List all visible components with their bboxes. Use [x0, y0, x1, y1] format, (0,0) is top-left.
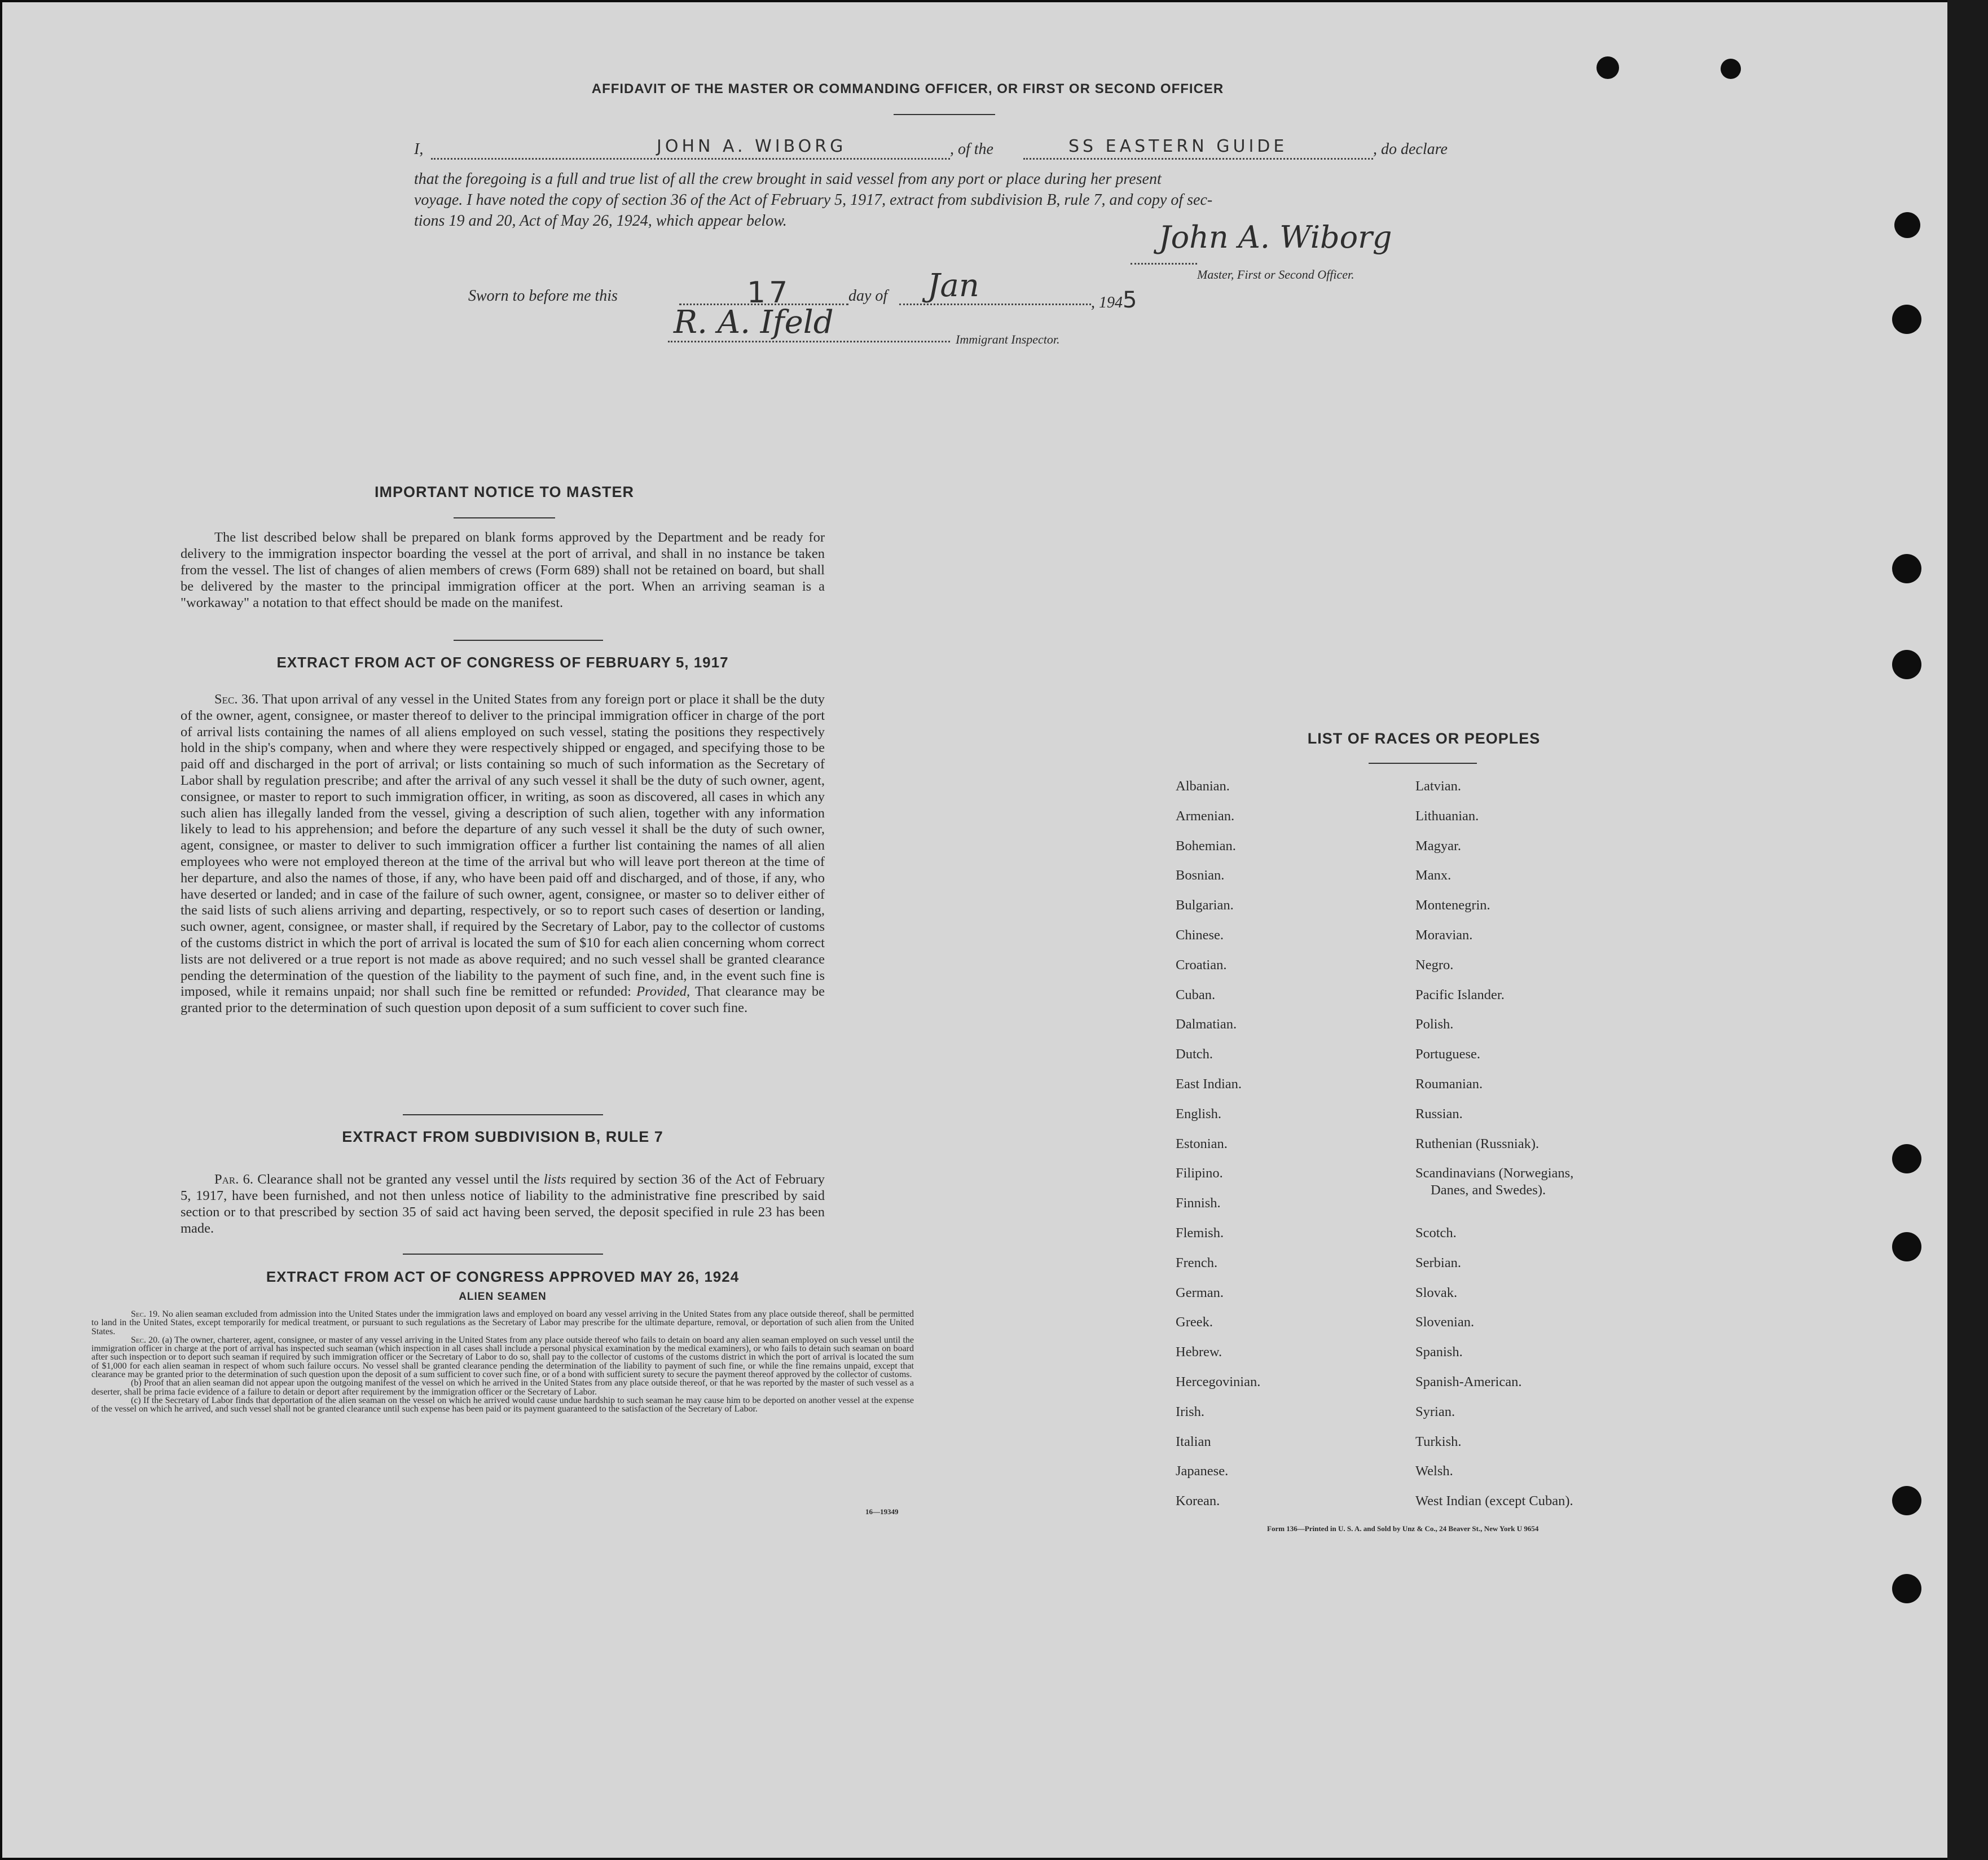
day-value: 17 — [747, 276, 791, 310]
binder-hole — [1892, 554, 1921, 583]
year-label — [1091, 287, 1140, 313]
notice-end-rule — [454, 640, 603, 641]
race-item: Spanish. — [1415, 1344, 1463, 1360]
sworn-label: Sworn to before me this — [468, 287, 618, 305]
races-title: LIST OF RACES OR PEOPLES — [1307, 730, 1541, 747]
race-item: Welsh. — [1415, 1463, 1453, 1479]
sec-19-text: No alien seaman excluded from admission into the United States under the immigration laws and employed on board any vessel arriving in the United States from any place outside thereof, shall be permitted to land in the United States, except temporarily for medical treatment, or pursuant to such regulations as the Secretary of Labor may prescribe for the ultimate departure, removal, or deportation of such alien from the United States. — [91, 1309, 914, 1336]
form-code: 16—19349 — [865, 1507, 899, 1516]
declare-label: , do declare — [1373, 140, 1448, 158]
race-item: Armenian. — [1176, 808, 1235, 824]
race-item: Albanian. — [1176, 779, 1230, 794]
race-item: Manx. — [1415, 868, 1452, 883]
binder-hole — [1894, 212, 1920, 238]
race-item: Bulgarian. — [1176, 898, 1234, 913]
scan-edge — [1947, 0, 1988, 1860]
race-item: Portuguese. — [1415, 1046, 1480, 1062]
race-item: Dutch. — [1176, 1046, 1213, 1062]
race-item: Flemish. — [1176, 1225, 1224, 1241]
section-36-text — [181, 692, 825, 1017]
race-item: German. — [1176, 1285, 1224, 1300]
year-prefix: , 194 — [1091, 294, 1123, 311]
races-rule — [1369, 763, 1477, 764]
affidavit-title: AFFIDAVIT OF THE MASTER OR COMMANDING OFFICER, OR FIRST OR SECOND OFFICER — [591, 81, 1224, 96]
race-item: West Indian (except Cuban). — [1415, 1493, 1573, 1509]
race-item: Moravian. — [1415, 927, 1473, 943]
race-item: Japanese. — [1176, 1463, 1229, 1479]
sec-19-para — [91, 1310, 914, 1336]
race-item: Greek. — [1176, 1314, 1213, 1330]
race-item: English. — [1176, 1106, 1221, 1122]
rule-7-part-2: required by section 36 of the Act of February 5, 1917, have been furnished, and not then unless notice of liability to the administrative fine prescribed by said section or to that prescribed by section 35 of said act having been served, the deposit specified in rule 23 has been made. — [181, 1172, 825, 1236]
race-item: Bosnian. — [1176, 868, 1225, 883]
extract-1917-title: EXTRACT FROM ACT OF CONGRESS OF FEBRUARY 5, 1917 — [276, 654, 729, 671]
race-item: French. — [1176, 1255, 1218, 1270]
sec-36-end: That clearance may be granted prior to the determination of such question upon deposit of a sum sufficient to cover such fine. — [181, 984, 825, 1016]
race-item: Dalmatian. — [1176, 1017, 1237, 1032]
sec-19-label: Sec. 19. — [131, 1309, 160, 1319]
race-item: Italian — [1176, 1434, 1211, 1449]
race-item: Negro. — [1415, 957, 1454, 973]
race-item: Turkish. — [1415, 1434, 1462, 1449]
race-item: Latvian. — [1415, 779, 1461, 794]
race-item: Croatian. — [1176, 957, 1227, 973]
notice-text: The list described below shall be prepared on blank forms approved by the Department and be ready for delivery to the immigration inspector boarding the vessel at the port of arrival, and shall in no instance be taken from the vessel. The list of changes of alien members of crews (Form 689) shall not be retained on board, but shall be delivered by the master to the principal immigration officer at the port. When an arriving seaman is a "workaway" a notation to that effect should be made on the manifest. — [181, 530, 825, 610]
race-item: Lithuanian. — [1415, 808, 1479, 824]
race-item: Russian. — [1415, 1106, 1463, 1122]
of-the-label: , of the — [950, 140, 993, 158]
month-value: Jan — [927, 267, 979, 304]
printer-footer: Form 136—Printed in U. S. A. and Sold by Unz & Co., 24 Beaver St., New York U 9654 — [1267, 1524, 1539, 1533]
race-item: East Indian. — [1176, 1076, 1242, 1092]
sections-1924 — [91, 1310, 914, 1414]
race-item: Serbian. — [1415, 1255, 1461, 1270]
inspector-dots — [668, 341, 950, 342]
race-item: Magyar. — [1415, 838, 1461, 854]
race-item: Scotch. — [1415, 1225, 1457, 1241]
race-item: Danes, and Swedes). — [1431, 1182, 1546, 1198]
sec-20c-para: (c) If the Secretary of Labor finds that deportation of the alien seaman on the vessel on which he arrived would cause undue hardship to such seaman he may cause him to be deported on another vessel at the expense of the vessel on which he arrived, and such vessel shall not be granted clearance until such expense has been paid or its payment guaranteed to the satisfaction of the Secretary of Labor. — [91, 1395, 914, 1414]
document-page — [2, 2, 1947, 1858]
race-item: Ruthenian (Russniak). — [1415, 1136, 1540, 1151]
race-item: Polish. — [1415, 1017, 1454, 1032]
binder-hole — [1892, 1232, 1921, 1261]
sec-36-label: Sec. 36. — [214, 692, 259, 707]
proviso-word: Provided, — [636, 984, 690, 1000]
notice-title: IMPORTANT NOTICE TO MASTER — [375, 483, 634, 500]
race-item: Syrian. — [1415, 1404, 1455, 1419]
sec-20a-para — [91, 1336, 914, 1379]
sec-36-body: That upon arrival of any vessel in the United States from any foreign port or place it shall be the duty of the owner, agent, consignee, or master thereof to deliver to the principal immigration officer in charge of the port of arrival lists containing the names of all aliens employed on such vessel, stating the positions they respectively hold in the ship's company, when and where they were respectively shipped or engaged, and specifying those to be paid off and discharged in the port of arrival; or lists containing so much of such information as the Secretary of Labor shall by regulation prescribe; and after the arrival of any such vessel it shall be the duty of such owner, agent, consignee, or master to report to such immigration officer, in writing, as soon as discovered, all cases in which any such alien has illegally landed from the vessel, giving a description of such alien, together with any information likely to lead to his apprehension; and before the departure of any such vessel it shall be the duty of such owner, agent, consignee, or master to deliver to such immigration officer a further list containing the names of all alien employees who were not employed thereon at the time of the arrival but who will leave port thereon at the time of her departure, and also the names of those, if any, who have been paid off and discharged, and of those, if any, who have deserted or landed; and in case of the failure of such owner, agent, consignee, or master so to deliver either of the said lists of such aliens arriving and departing, respectively, or so to report such cases of desertion or landing, such owner, agent, consignee, or master shall, if required by the Secretary of Labor, pay to the collector of customs of the customs district in which the port of arrival is located the sum of $10 for each alien concerning whom correct lists are not delivered or a true report is not made as above required; and no such vessel shall be granted clearance pending the determination of the question of the liability to the payment of such fine, and, in the event such fine is imposed, while it remains unpaid; nor shall such fine be remitted or refunded: — [181, 692, 825, 1000]
sec-20-label: Sec. 20. — [131, 1335, 160, 1345]
binder-hole — [1892, 650, 1921, 679]
race-item: Slovak. — [1415, 1285, 1458, 1300]
alien-seamen-subtitle: ALIEN SEAMEN — [459, 1291, 547, 1303]
vessel-name: SS EASTERN GUIDE — [1068, 137, 1288, 156]
inspector-signature: R. A. Ifeld — [674, 304, 834, 341]
title-rule — [894, 114, 995, 115]
race-item: Roumanian. — [1415, 1076, 1483, 1092]
race-item: Hebrew. — [1176, 1344, 1222, 1360]
race-item: Slovenian. — [1415, 1314, 1475, 1330]
binder-hole — [1892, 1486, 1921, 1515]
binder-hole — [1892, 1144, 1921, 1173]
race-item: Estonian. — [1176, 1136, 1228, 1151]
affidavit-body-1: that the foregoing is a full and true list of all the crew brought in said vessel from any port or place during her present — [414, 170, 1162, 188]
rule-7-title: EXTRACT FROM SUBDIVISION B, RULE 7 — [342, 1128, 663, 1145]
rule-7-end-rule — [403, 1254, 603, 1255]
race-item: Chinese. — [1176, 927, 1224, 943]
notice-rule — [454, 517, 555, 518]
day-of-label: day of — [848, 287, 888, 305]
master-name: JOHN A. WIBORG — [657, 137, 847, 156]
race-item: Finnish. — [1176, 1195, 1221, 1211]
race-item: Montenegrin. — [1415, 898, 1490, 913]
vessel-dots — [1023, 158, 1373, 160]
race-item: Bohemian. — [1176, 838, 1236, 854]
race-item: Irish. — [1176, 1404, 1205, 1419]
race-item: Cuban. — [1176, 987, 1216, 1002]
extract-1924-title: EXTRACT FROM ACT OF CONGRESS APPROVED MAY 26, 1924 — [266, 1268, 740, 1285]
i-label: I, — [414, 140, 424, 158]
binder-hole — [1721, 59, 1741, 79]
race-item: Spanish-American. — [1415, 1374, 1522, 1389]
rule-7-text — [181, 1171, 825, 1237]
signature-dots — [1131, 263, 1197, 265]
affidavit-body-2: voyage. I have noted the copy of section 36 of the Act of February 5, 1917, extract from subdivision B, rule 7, and copy of sec- — [414, 191, 1213, 209]
name-dots — [431, 158, 950, 160]
sec-20b-para: (b) Proof that an alien seaman did not appear upon the outgoing manifest of the vessel on which he arrived in the United States from any place outside thereof, or that he was reported by the master of such vessel as a deserter, shall be prima facie evidence of a failure to detain or deport after requirement by the immigration officer or the Secretary of Labor. — [91, 1378, 914, 1397]
affidavit-body-3: tions 19 and 20, Act of May 26, 1924, which appear below. — [414, 212, 787, 230]
binder-hole — [1892, 305, 1921, 334]
binder-hole — [1892, 1574, 1921, 1603]
lists-word: lists — [543, 1172, 566, 1187]
master-signature: John A. Wiborg — [1159, 219, 1392, 255]
sec-20a-text: (a) The owner, charterer, agent, consignee, or master of any vessel arriving in the United States from any place outside thereof who fails to detain on board any alien seaman employed on such vessel until the immigration officer in charge at the port of arrival has inspected such seaman (which inspection in all cases shall include a personal physical examination by the medical examiners), or who fails to detain such seaman on board after such inspection or to deport such seaman if required by such immigration officer or the Secretary of Labor to do so, shall pay to the collector of customs of the customs district in which the port of arrival is located the sum of $1,000 for each alien seaman in respect of whom such failure occurs. No vessel shall be granted clearance pending the determination of the liability to payment of such fine, or while the fine remains unpaid, except that clearance may be granted prior to the determination of such question upon the deposit of a sum sufficient to cover such fine, or of a bond with sufficient surety to secure the payment thereof approved by the collector of customs. — [91, 1335, 914, 1380]
race-item: Filipino. — [1176, 1166, 1223, 1181]
race-item: Pacific Islander. — [1415, 987, 1505, 1002]
inspector-label: Immigrant Inspector. — [956, 332, 1060, 346]
extract-1917-end-rule — [403, 1114, 603, 1115]
binder-hole — [1596, 56, 1619, 79]
year-suffix: 5 — [1123, 287, 1141, 313]
race-item: Hercegovinian. — [1176, 1374, 1261, 1389]
rule-7-part-1: Clearance shall not be granted any vessel until the — [257, 1172, 540, 1187]
race-item: Korean. — [1176, 1493, 1220, 1509]
race-item: Scandinavians (Norwegians, — [1415, 1166, 1574, 1181]
declaration-line — [414, 140, 423, 159]
par-6-label: Par. 6. — [214, 1172, 254, 1187]
officer-label: Master, First or Second Officer. — [1197, 267, 1354, 282]
